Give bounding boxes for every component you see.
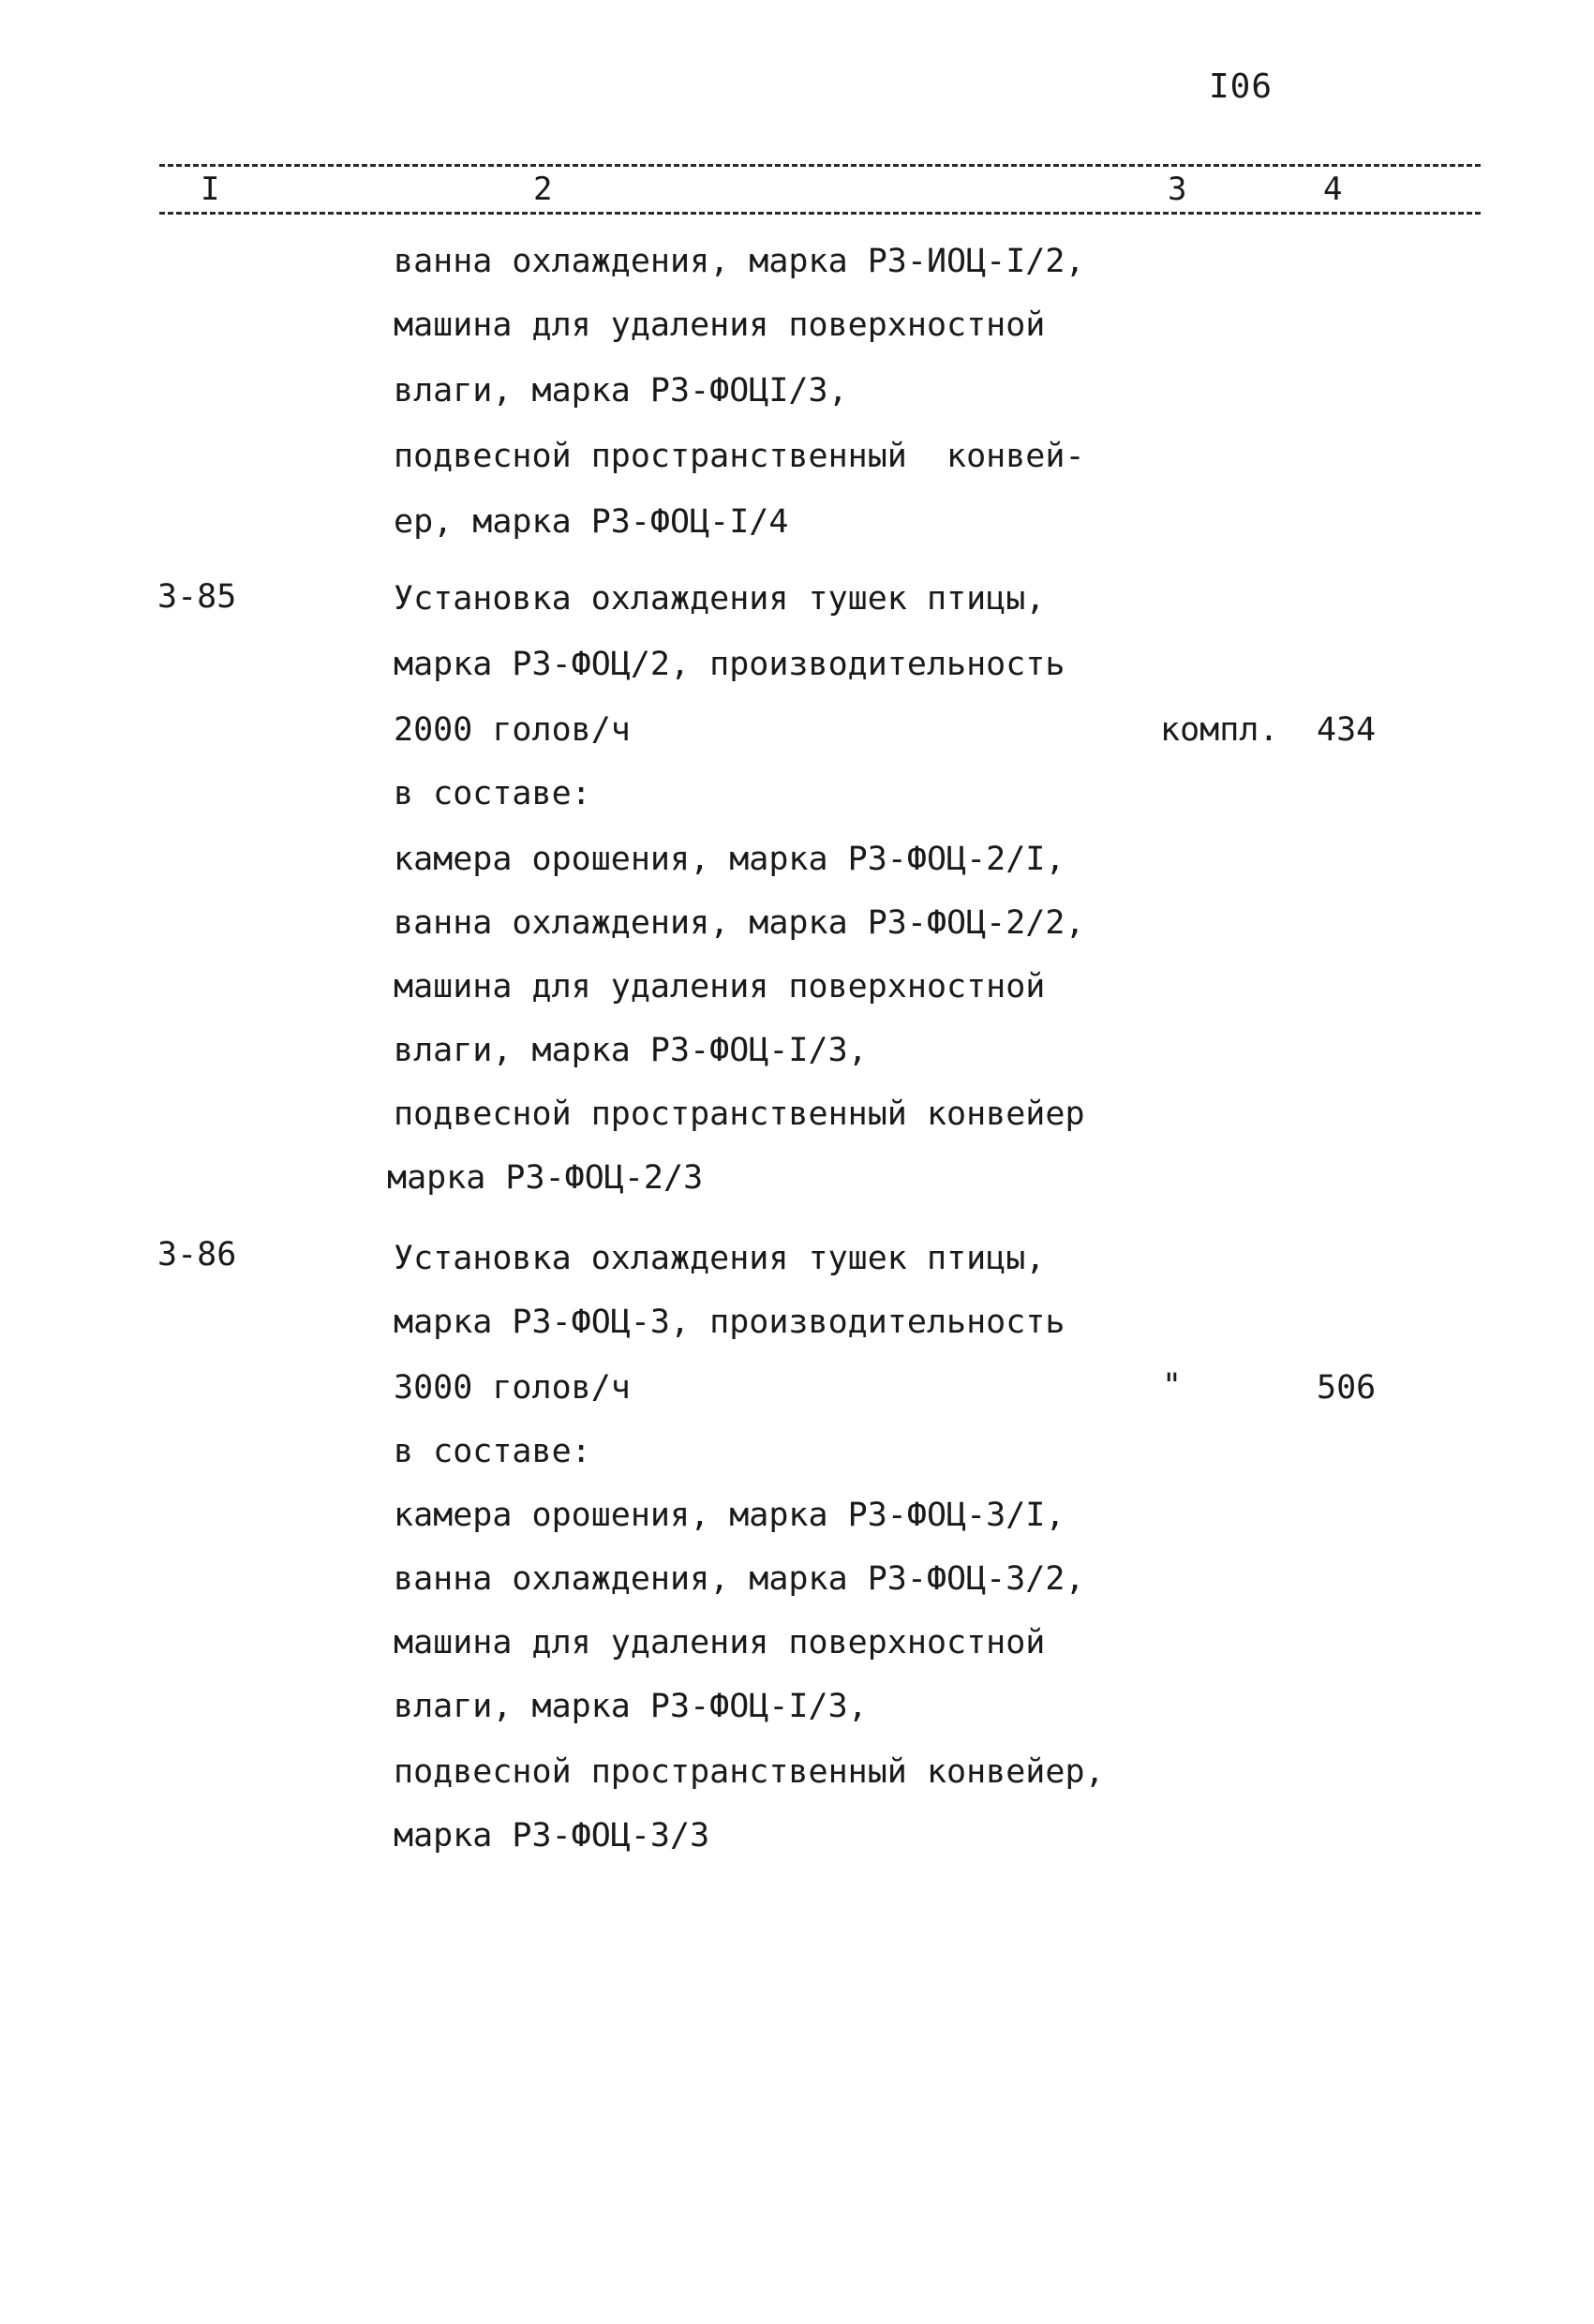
description-line: подвесной пространственный конвей- xyxy=(394,438,1085,475)
description-line: ванна охлаждения, марка РЗ-ФОЦ-3/2, xyxy=(394,1560,1085,1598)
description-line: машина для удаления поверхностной xyxy=(394,968,1046,1006)
column-number-3: 3 xyxy=(1164,171,1190,208)
entry-value: 434 xyxy=(1317,711,1377,749)
entry-unit: " xyxy=(1162,1367,1183,1405)
description-line: подвесной пространственный конвейер xyxy=(394,1095,1085,1133)
description-line: в составе: xyxy=(394,775,591,812)
description-line: 2000 голов/ч xyxy=(394,711,631,749)
page-number: I06 xyxy=(1209,67,1274,106)
column-number-2: 2 xyxy=(529,171,556,208)
description-line: марка РЗ-ФОЦ-2/3 xyxy=(387,1159,704,1197)
column-number-1: I xyxy=(197,171,223,208)
description-line: Установка охлаждения тушек птицы, xyxy=(394,1240,1046,1277)
description-line: влаги, марка РЗ-ФОЦI/3, xyxy=(394,372,848,410)
description-line: 3000 голов/ч xyxy=(394,1369,631,1407)
description-line: камера орошения, марка РЗ-ФОЦ-3/I, xyxy=(394,1497,1065,1534)
entry-unit: компл. xyxy=(1160,711,1279,749)
description-line: камера орошения, марка РЗ-ФОЦ-2/I, xyxy=(394,841,1065,878)
entry-code: 3-85 xyxy=(157,578,237,616)
description-line: марка РЗ-ФОЦ-3, производительность xyxy=(394,1304,1065,1341)
column-number-4: 4 xyxy=(1319,171,1346,208)
header-rule-bottom xyxy=(159,212,1481,215)
description-line: машина для удаления поверхностной xyxy=(394,306,1046,344)
description-line: в составе: xyxy=(394,1433,591,1470)
description-line: машина для удаления поверхностной xyxy=(394,1624,1046,1661)
description-line: марка РЗ-ФОЦ/2, производительность xyxy=(394,646,1065,683)
description-line: влаги, марка РЗ-ФОЦ-I/3, xyxy=(394,1032,868,1069)
entry-value: 506 xyxy=(1317,1369,1377,1407)
header-rule-top xyxy=(159,164,1481,167)
description-line: ер, марка РЗ-ФОЦ-I/4 xyxy=(394,503,789,541)
entry-code: 3-86 xyxy=(157,1236,237,1274)
description-line: влаги, марка РЗ-ФОЦ-I/3, xyxy=(394,1688,868,1725)
description-line: подвесной пространственный конвейер, xyxy=(394,1753,1105,1791)
description-line: ванна охлаждения, марка РЗ-ИОЦ-I/2, xyxy=(394,243,1085,280)
description-line: марка РЗ-ФОЦ-3/3 xyxy=(394,1817,710,1855)
description-line: Установка охлаждения тушек птицы, xyxy=(394,580,1046,618)
description-line: ванна охлаждения, марка РЗ-ФОЦ-2/2, xyxy=(394,904,1085,942)
